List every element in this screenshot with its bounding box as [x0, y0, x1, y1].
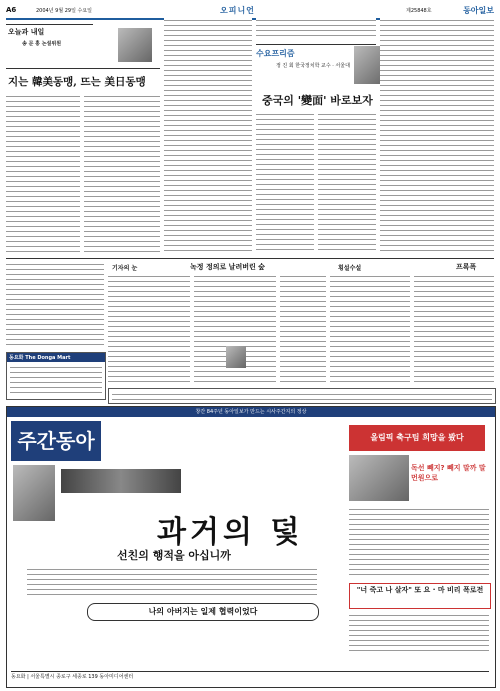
author-photo [118, 28, 152, 62]
section-divider [6, 258, 494, 259]
column-title-right: 프록폭 [456, 263, 477, 271]
column-body-2 [84, 94, 160, 252]
ad-subtitle: 선친의 행적을 아십니까 [117, 549, 231, 562]
kicker-rule [6, 24, 93, 25]
weekly-donga-logo: 주간동아 [11, 421, 101, 461]
prism-body-top [256, 18, 376, 40]
ad-side-headline-1: 독선 빼지? 빼지 말까 말 먼원으로 [411, 464, 486, 482]
ad-side-photo [349, 455, 409, 501]
mart-ad-listing [10, 365, 102, 395]
column-headline: 지는 韓美동맹, 뜨는 美日동맹 [8, 76, 146, 88]
ad-top-banner: 창간 84주년 동아일보가 만드는 시사주간지의 정상 [7, 407, 495, 417]
ad-quote: 나의 아버지는 일제 협력이었다 [87, 603, 319, 621]
ad-footer: 동요화 | 서울특별시 종로구 세종로 139 동아미디어센터 [11, 671, 489, 683]
right-body-2 [414, 274, 494, 384]
column-body-3 [164, 18, 252, 252]
reporter-body-1 [108, 274, 190, 384]
prism-rule [256, 44, 376, 45]
column-body-1 [6, 94, 80, 252]
right-body-1 [330, 274, 410, 384]
reporter-eye-label: 기자의 눈 [112, 265, 138, 272]
ad-side-list [349, 507, 489, 577]
ad-badge-olympic: 올림픽 축구팀 희망을 봤다 [349, 425, 485, 451]
headline-rule [6, 68, 160, 69]
headline-photo [61, 469, 181, 493]
ad-description [27, 567, 317, 599]
contact-strip [108, 388, 496, 404]
page-number: A6 [6, 6, 17, 14]
weekly-donga-ad [6, 406, 496, 688]
issue-date: 2004년 9월 29일 수요일 [36, 8, 93, 14]
prism-body-2 [318, 112, 376, 252]
contact-strip-text [112, 392, 492, 400]
column-label-right: 횡설수설 [338, 265, 362, 272]
prism-headline: 중국의 '變面' 바로보자 [262, 94, 373, 107]
prism-body-1 [256, 112, 314, 252]
newspaper-logo: 동아일보 [463, 6, 494, 15]
reporter-photo [226, 346, 246, 368]
mart-ad-box [6, 352, 106, 400]
reporter-body-3 [280, 274, 326, 384]
ad-side-contacts [349, 613, 489, 653]
reporter-eye-title: 녹정 정의로 날려버린 숲 [190, 263, 265, 271]
readers-body-left [6, 262, 104, 348]
right-column-body [380, 18, 494, 252]
prism-author: 정 진 회 한국정치학 교수 · 서울대 [276, 63, 350, 69]
prism-kicker: 수요프리즘 [256, 49, 295, 58]
issue-number: 제25848호 [406, 8, 432, 14]
column-author: 송 문 홍 논설위원 [22, 41, 62, 47]
column-kicker: 오늘과 내일 [8, 28, 45, 36]
magazine-cover [13, 465, 55, 521]
section-title: 오피니언 [220, 6, 255, 15]
ad-side-headline-2: "너 죽고 나 살자" 또 요 · 마 비리 폭로전 [349, 583, 491, 609]
mart-ad-title: 동요화 The Donga Mart [7, 353, 105, 362]
ad-main-title: 과거의 덫 [157, 515, 304, 550]
